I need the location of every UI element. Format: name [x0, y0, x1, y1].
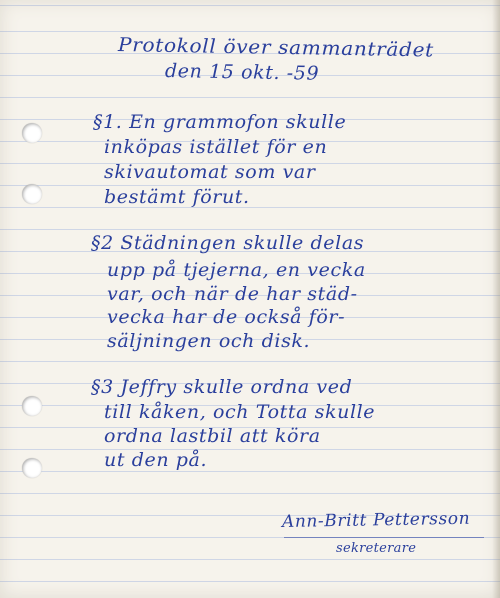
section-3-line: till kåken, och Totta skulle	[104, 401, 376, 423]
section-1-line: §1. En grammofon skulle	[93, 111, 347, 133]
signature: Ann-Britt Pettersson	[281, 508, 471, 532]
binder-hole	[22, 123, 42, 143]
section-2-line: §2 Städningen skulle delas	[91, 232, 365, 254]
section-1-line: bestämt förut.	[104, 186, 250, 208]
binder-hole	[22, 184, 42, 204]
signature-role: sekreterare	[336, 541, 417, 556]
section-2-line: upp på tjejerna, en vecka	[107, 259, 366, 281]
section-3-line: §3 Jeffry skulle ordna ved	[91, 376, 353, 398]
section-3-line: ordna lastbil att köra	[104, 425, 321, 447]
section-2-line: vecka har de också för-	[107, 306, 346, 328]
signature-underline	[284, 537, 484, 538]
section-2-line: var, och när de har städ-	[107, 283, 358, 305]
section-2-line: säljningen och disk.	[107, 330, 311, 352]
minutes-date: den 15 okt. -59	[164, 60, 320, 85]
section-1-line: skivautomat som var	[104, 161, 316, 183]
binder-hole	[22, 396, 42, 416]
section-3-line: ut den på.	[104, 449, 208, 471]
section-1-line: inköpas istället för en	[104, 136, 328, 158]
minutes-title: Protokoll över sammanträdet	[117, 34, 435, 62]
page-edge-shadow	[492, 0, 500, 598]
binder-hole	[22, 458, 42, 478]
